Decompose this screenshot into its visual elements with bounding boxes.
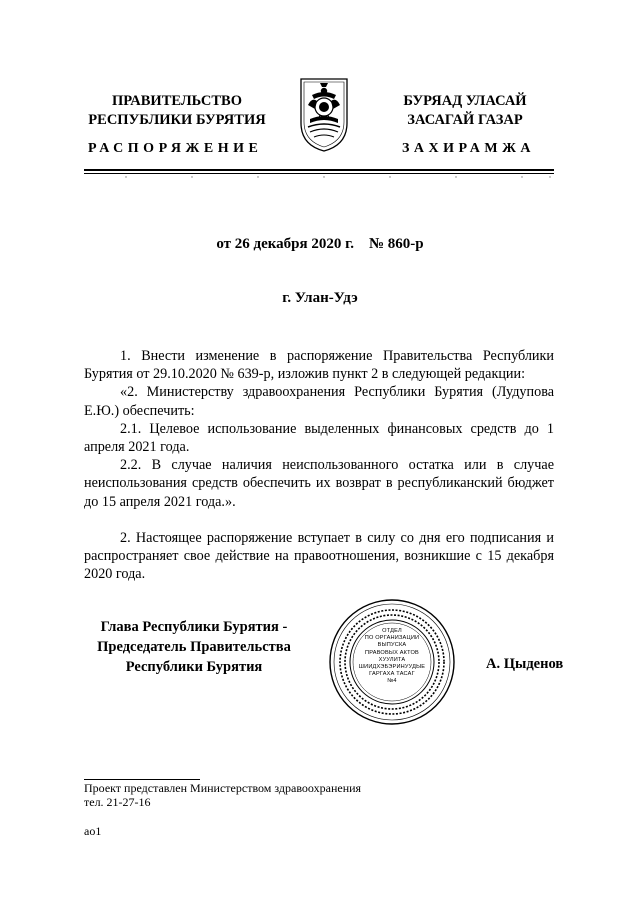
stamp-line-4: ПРАВОВЫХ АКТОВ <box>364 649 419 656</box>
stamp-line-8: №4 <box>387 678 397 685</box>
header-right-line2: ЗАСАГАЙ ГАЗАР <box>407 112 523 128</box>
header-rule-thick <box>84 169 554 171</box>
doc-type-left: РАСПОРЯЖЕНИЕ <box>88 141 263 156</box>
footer-phone-line: тел. 21-27-16 <box>84 795 151 809</box>
footer-code: ао1 <box>84 824 102 838</box>
stamp-line-2: ПО ОРГАНИЗАЦИИ <box>364 635 420 642</box>
signatory-title-line1: Глава Республики Бурятия - <box>100 619 288 635</box>
paragraph-2-2: 2.2. В случае наличия неиспользованного остатка или в случае неиспользования средств обеспечить их возврат в республиканский бюджет до 15 апреля 2021 года.». <box>84 457 554 510</box>
stamp-line-3: ВЫПУСКА <box>377 642 407 649</box>
coat-of-arms-emblem <box>298 75 350 153</box>
stamp-line-7: ГАРГАХА ТАСАГ <box>369 671 415 678</box>
header-right <box>372 92 558 130</box>
stamp-line-6: ШИИДХЭБЭРИНУУДЫЕ <box>358 664 426 671</box>
header-left <box>84 92 270 130</box>
paragraph-final: 2. Настоящее распоряжение вступает в силу со дня его подписания и распространяет свое действие на правоотношения, возникшие с 15 декабря 2020 года. <box>84 529 554 583</box>
header-left-line1: ПРАВИТЕЛЬСТВО <box>112 93 242 109</box>
paragraph-2-1: 2.1. Целевое использование выделенных финансовых средств до 1 апреля 2021 года. <box>84 420 554 456</box>
header-right-line1: БУРЯАД УЛАСАЙ <box>403 93 527 109</box>
signatory-name: А. Цыденов <box>486 656 564 672</box>
city-line: г. Улан-Удэ <box>282 290 358 306</box>
paragraph-2: «2. Министерству здравоохранения Республики Бурятия (Лудупова Е.Ю.) обеспечить: <box>84 384 554 419</box>
official-seal-stamp <box>328 598 456 726</box>
footer-block <box>84 781 361 809</box>
header-left-line2: РЕСПУБЛИКИ БУРЯТИЯ <box>88 112 266 128</box>
doc-type-right: ЗАХИРАМЖА <box>402 141 536 156</box>
stamp-line-1: ОТДЕЛ <box>382 628 402 634</box>
stamp-inner-text <box>352 628 432 686</box>
signatory-title-line2: Председатель Правительства <box>97 639 291 655</box>
signatory-title <box>84 617 304 677</box>
header-dotted-line <box>84 174 554 180</box>
stamp-line-5: ХУУЛИТА <box>378 656 406 663</box>
signatory-title-line3: Республики Бурятия <box>125 659 263 675</box>
footer-rule <box>84 779 200 780</box>
date-number-line: от 26 декабря 2020 г. № 860-р <box>216 236 424 252</box>
footer-project-line: Проект представлен Министерством здравоохранения <box>84 781 362 795</box>
paragraph-1: 1. Внести изменение в распоряжение Правительства Республики Бурятия от 29.10.2020 № 639-р, изложив пункт 2 в следующей редакции: <box>84 348 554 383</box>
order-body <box>84 347 554 583</box>
